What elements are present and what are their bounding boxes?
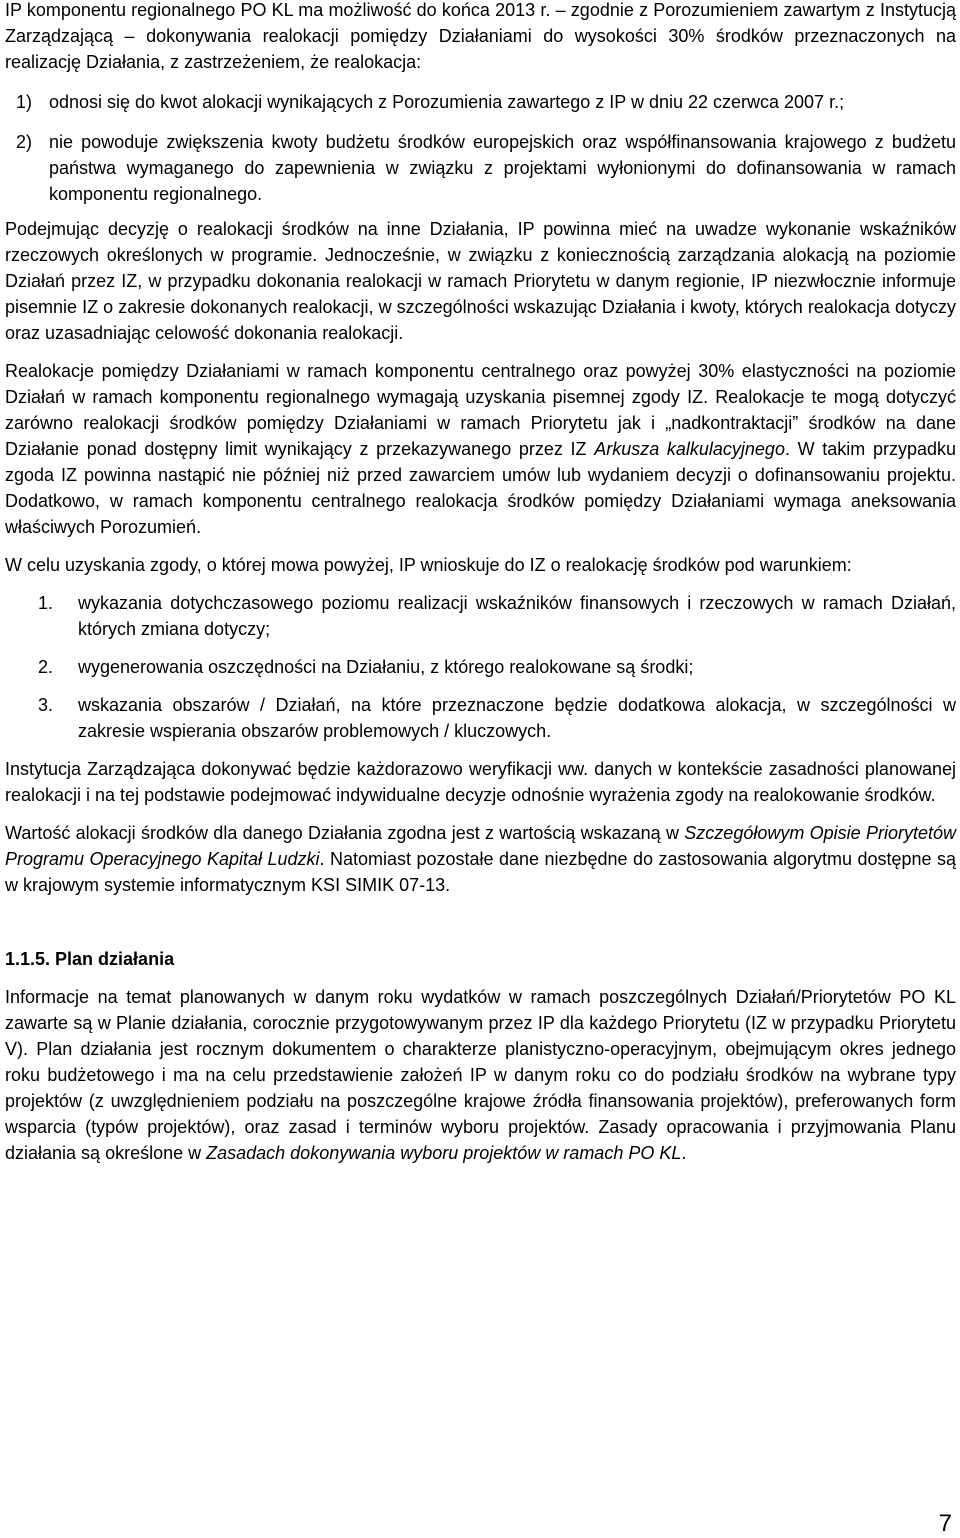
consent-paragraph: W celu uzyskania zgody, o której mowa powyżej, IP wnioskuje do IZ o realokację środków pod warunkiem:	[5, 555, 852, 575]
list-item-number: 1)	[16, 92, 33, 112]
requirement-list	[5, 590, 956, 744]
action-plan-text-part1: Informacje na temat planowanych w danym roku wydatków w ramach poszczególnych Działań/Priorytetów PO KL zawarte są w Planie działania, corocznie przygotowywanym przez IP dla każdego Priorytetu (IZ w przypadku Priorytetu V). Plan działania jest rocznym dokumentem o charakterze planistyczno-operacyjnym, obejmującym okres jednego roku budżetowego i ma na celu przedstawienie założeń IP w danym roku co do podziału środków na wybrane typy projektów (z uwzględnieniem podziału na poszczególne krajowe źródła finansowania projektów), preferowanych form wsparcia (typów projektów), oraz zasad i terminów wyboru projektów. Zasady opracowania i przyjmowania Planu działania są określone w	[5, 987, 956, 1163]
list-item-number: 3.	[38, 695, 54, 715]
reallocation-text-part2: . W takim przypadku zgoda IZ powinna nastąpić nie później niż przed zawarciem umów lub wydaniem decyzji o dofinansowaniu projektu. Dodatkowo, w ramach komponentu centralnego realokacja środków pomiędzy Działaniami wymaga aneksowania właściwych Porozumień.	[5, 439, 956, 537]
reallocation-paragraph	[5, 358, 956, 540]
verification-paragraph: Instytucja Zarządzająca dokonywać będzie każdorazowo weryfikacji ww. danych w kontekście zasadności planowanej realokacji i na tej podstawie podejmować indywidualne decyzje odnośnie wyrażenia zgody na realokowanie środków.	[5, 759, 956, 805]
list-item-number: 1.	[38, 593, 54, 613]
list-item-text: wskazania obszarów / Działań, na które przeznaczone będzie dodatkowa alokacja, w szczególności w zakresie wspierania obszarów problemowych / kluczowych.	[78, 695, 956, 741]
list-item	[38, 590, 956, 642]
allocation-value-italic-title: Szczegółowym Opisie Priorytetów Programu Operacyjnego Kapitał Ludzki	[5, 823, 956, 869]
condition-list	[5, 89, 956, 207]
reallocation-text-part1: Realokacje pomiędzy Działaniami w ramach komponentu centralnego oraz powyżej 30% elastyczności na poziomie Działań w ramach komponentu regionalnego wymagają uzyskania pisemnej zgody IZ. Realokacje te mogą dotyczyć zarówno realokacji środków pomiędzy Działaniami w ramach Priorytetu jak i „nadkontraktacji” środków na dane Działanie ponad dostępny limit wynikający z przekazywanego przez IZ	[5, 361, 956, 459]
list-item	[16, 129, 956, 207]
page-number: 7	[938, 1510, 952, 1537]
list-item-text: wygenerowania oszczędności na Działaniu, z którego realokowane są środki;	[78, 657, 694, 677]
list-item-number: 2)	[16, 132, 33, 152]
list-item	[38, 692, 956, 744]
intro-paragraph: IP komponentu regionalnego PO KL ma możliwość do końca 2013 r. – zgodnie z Porozumieniem zawartym z Instytucją Zarządzającą – dokonywania realokacji pomiędzy Działaniami do wysokości 30% środków przeznaczonych na realizację Działania, z zastrzeżeniem, że realokacja:	[5, 0, 956, 72]
document-page	[5, 0, 956, 1166]
section-heading: 1.1.5. Plan działania	[5, 949, 175, 969]
allocation-value-paragraph	[5, 820, 956, 898]
allocation-value-text-part2: . Natomiast pozostałe dane niezbędne do zastosowania algorytmu dostępne są w krajowym systemie informatycznym KSI SIMIK 07-13.	[5, 849, 956, 895]
list-item-number: 2.	[38, 657, 54, 677]
action-plan-text-part2: .	[681, 1143, 687, 1163]
list-item	[38, 654, 956, 680]
list-item-text: nie powoduje zwiększenia kwoty budżetu środków europejskich oraz współfinansowania krajowego z budżetu państwa wymaganego do zapewnienia w związku z projektami wyłonionymi do dofinansowania w ramach komponentu regionalnego.	[49, 132, 956, 204]
action-plan-italic-title: Zasadach dokonywania wyboru projektów w ramach PO KL	[206, 1143, 682, 1163]
action-plan-paragraph	[5, 984, 956, 1166]
decision-paragraph: Podejmując decyzję o realokacji środków na inne Działania, IP powinna mieć na uwadze wykonanie wskaźników rzeczowych określonych w programie. Jednocześnie, w związku z koniecznością zarządzania alokacją na poziomie Działań przez IZ, w przypadku dokonania realokacji w ramach Priorytetu w danym regionie, IP niezwłocznie informuje pisemnie IZ o zakresie dokonanych realokacji, w szczególności wskazując Działania i kwoty, których realokacja dotyczy oraz uzasadniając celowość dokonania realokacji.	[5, 219, 956, 343]
list-item-text: wykazania dotychczasowego poziomu realizacji wskaźników finansowych i rzeczowych w ramach Działań, których zmiana dotyczy;	[78, 593, 956, 639]
list-item-text: odnosi się do kwot alokacji wynikających z Porozumienia zawartego z IP w dniu 22 czerwca 2007 r.;	[49, 92, 845, 112]
reallocation-italic-term: Arkusza kalkulacyjnego	[594, 439, 785, 459]
allocation-value-text-part1: Wartość alokacji środków dla danego Działania zgodna jest z wartością wskazaną w	[5, 823, 685, 843]
list-item	[16, 89, 956, 115]
